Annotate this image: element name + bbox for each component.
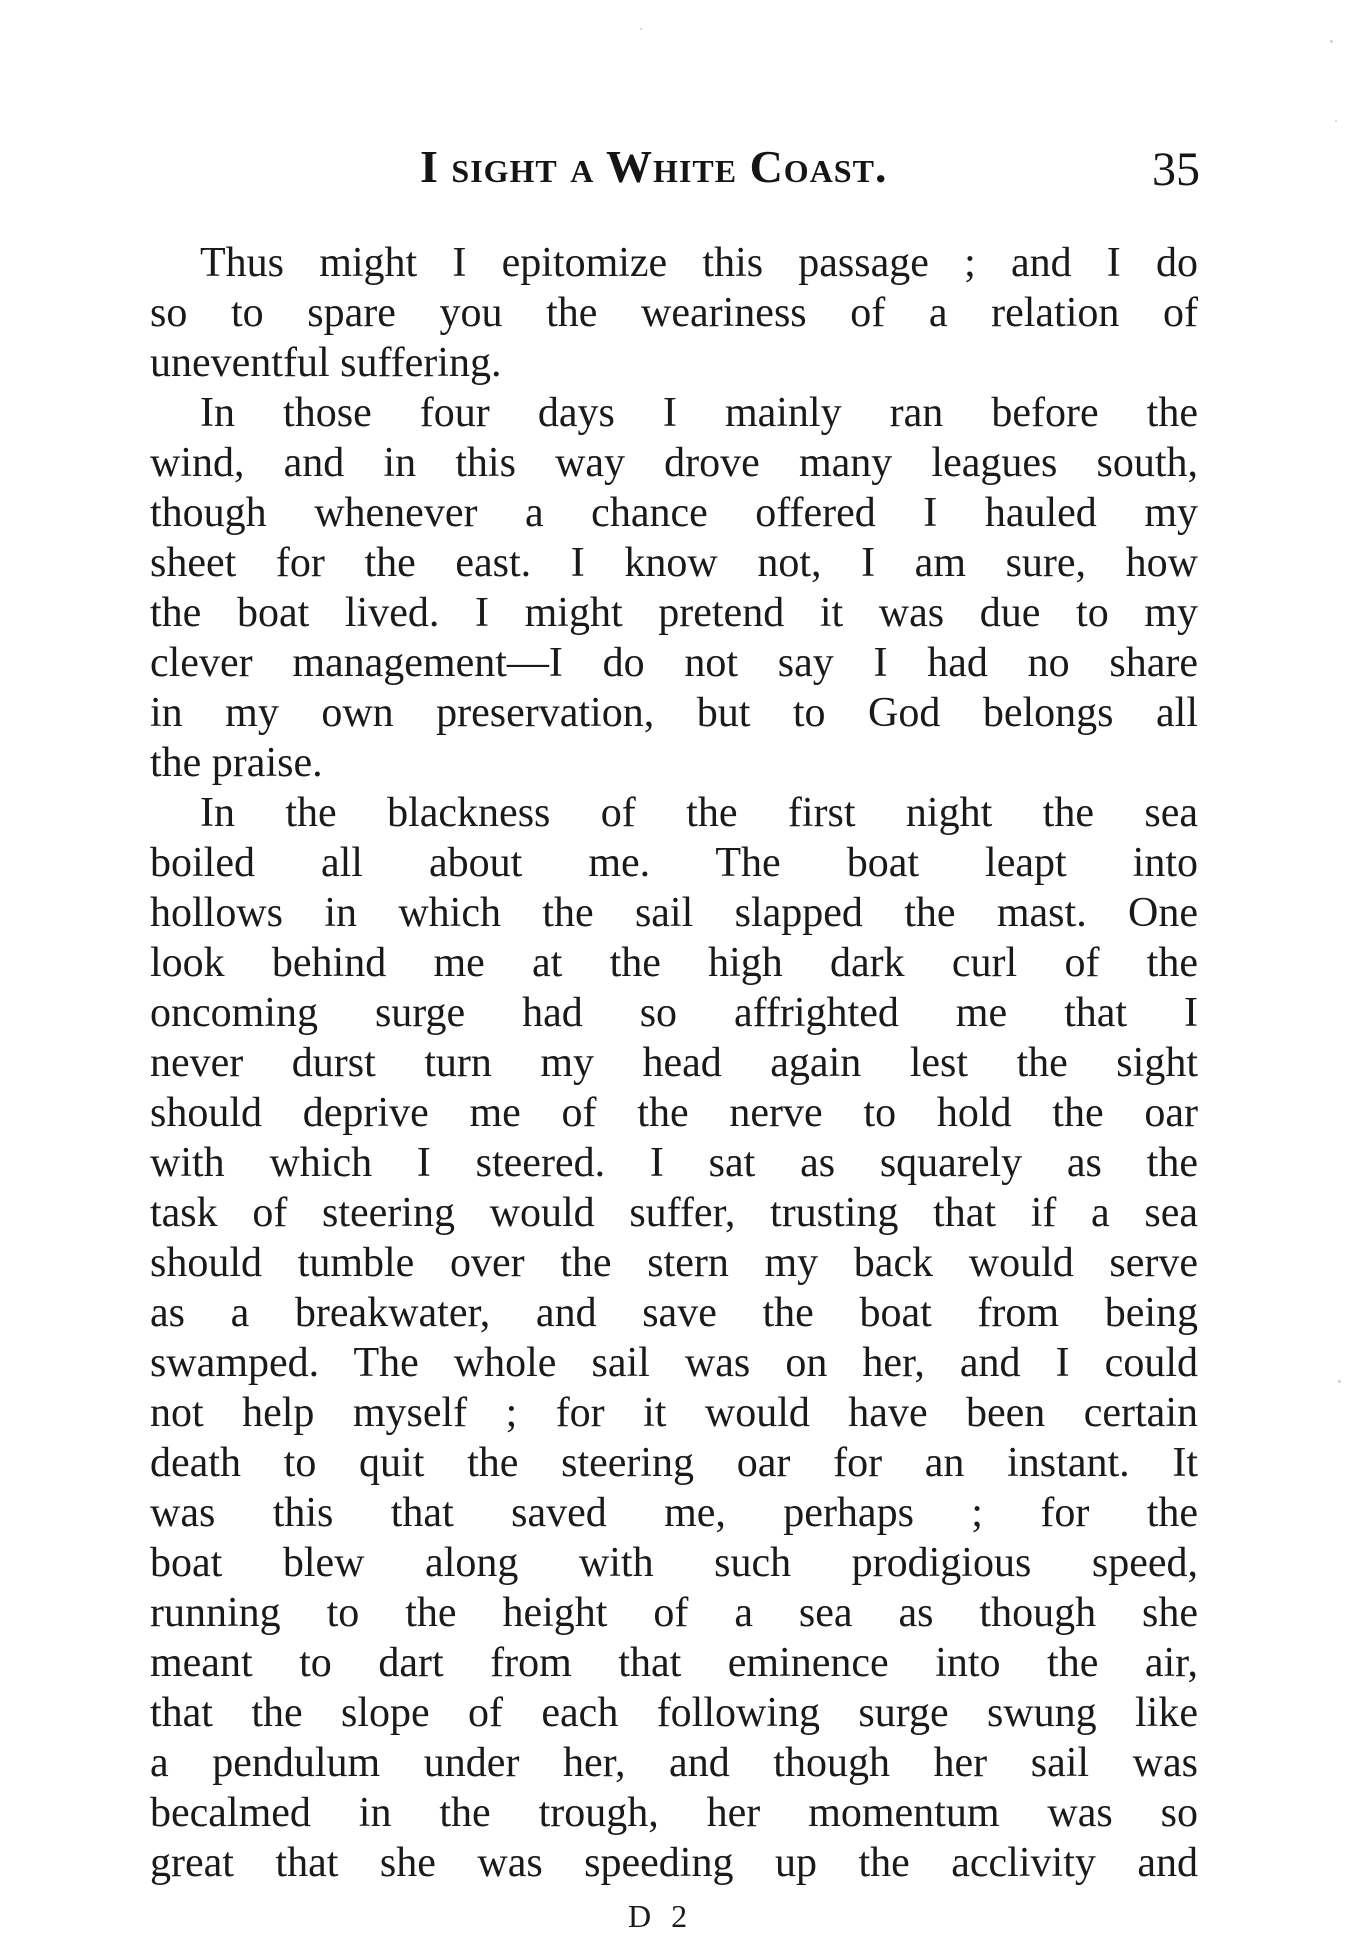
text-line: so to spare you the weariness of a relation of (150, 290, 1198, 336)
text-line: a pendulum under her, and though her sail was (150, 1740, 1198, 1786)
text-line: swamped. The whole sail was on her, and I could (150, 1340, 1198, 1386)
text-line: In those four days I mainly ran before the (200, 390, 1198, 436)
text-line: meant to dart from that eminence into the air, (150, 1640, 1198, 1686)
text-line: oncoming surge had so affrighted me that I (150, 990, 1198, 1036)
text-line: not help myself ; for it would have been certain (150, 1390, 1198, 1436)
text-line: becalmed in the trough, her momentum was so (150, 1790, 1198, 1836)
text-line: sheet for the east. I know not, I am sure, how (150, 540, 1198, 586)
text-line: that the slope of each following surge swung like (150, 1690, 1198, 1736)
text-line: Thus might I epitomize this passage ; and I do (200, 240, 1198, 286)
text-line: with which I steered. I sat as squarely as the (150, 1140, 1198, 1186)
text-line: wind, and in this way drove many leagues south, (150, 440, 1198, 486)
signature-mark: D 2 (628, 1898, 694, 1934)
text-line: never durst turn my head again lest the sight (150, 1040, 1198, 1086)
text-line: running to the height of a sea as though she (150, 1590, 1198, 1636)
scan-speck (640, 28, 642, 30)
text-line: boiled all about me. The boat leapt into (150, 840, 1198, 886)
text-line: In the blackness of the first night the sea (200, 790, 1198, 836)
text-line: uneventful suffering. (150, 340, 502, 386)
body-text (150, 238, 1198, 1888)
text-line: the boat lived. I might pretend it was due to my (150, 590, 1198, 636)
scan-speck (1335, 120, 1337, 122)
page-header (150, 140, 1200, 210)
text-line: hollows in which the sail slapped the mast. One (150, 890, 1198, 936)
page-number: 35 (1152, 143, 1200, 196)
text-line: should tumble over the stern my back would serve (150, 1240, 1198, 1286)
text-line: task of steering would suffer, trusting that if a sea (150, 1190, 1198, 1236)
text-line: as a breakwater, and save the boat from being (150, 1290, 1198, 1336)
scan-speck (1330, 40, 1333, 43)
running-title: I sight a White Coast. (420, 141, 888, 192)
text-line: look behind me at the high dark curl of the (150, 940, 1198, 986)
text-line: though whenever a chance offered I hauled my (150, 490, 1198, 536)
text-line: clever management—I do not say I had no share (150, 640, 1198, 686)
text-line: boat blew along with such prodigious speed, (150, 1540, 1198, 1586)
scan-speck (1338, 1380, 1341, 1383)
text-line: death to quit the steering oar for an instant. It (150, 1440, 1198, 1486)
text-line: the praise. (150, 740, 323, 786)
text-line: was this that saved me, perhaps ; for the (150, 1490, 1198, 1536)
text-line: great that she was speeding up the acclivity and (150, 1840, 1198, 1886)
text-line: should deprive me of the nerve to hold the oar (150, 1090, 1198, 1136)
text-line: in my own preservation, but to God belongs all (150, 690, 1198, 736)
